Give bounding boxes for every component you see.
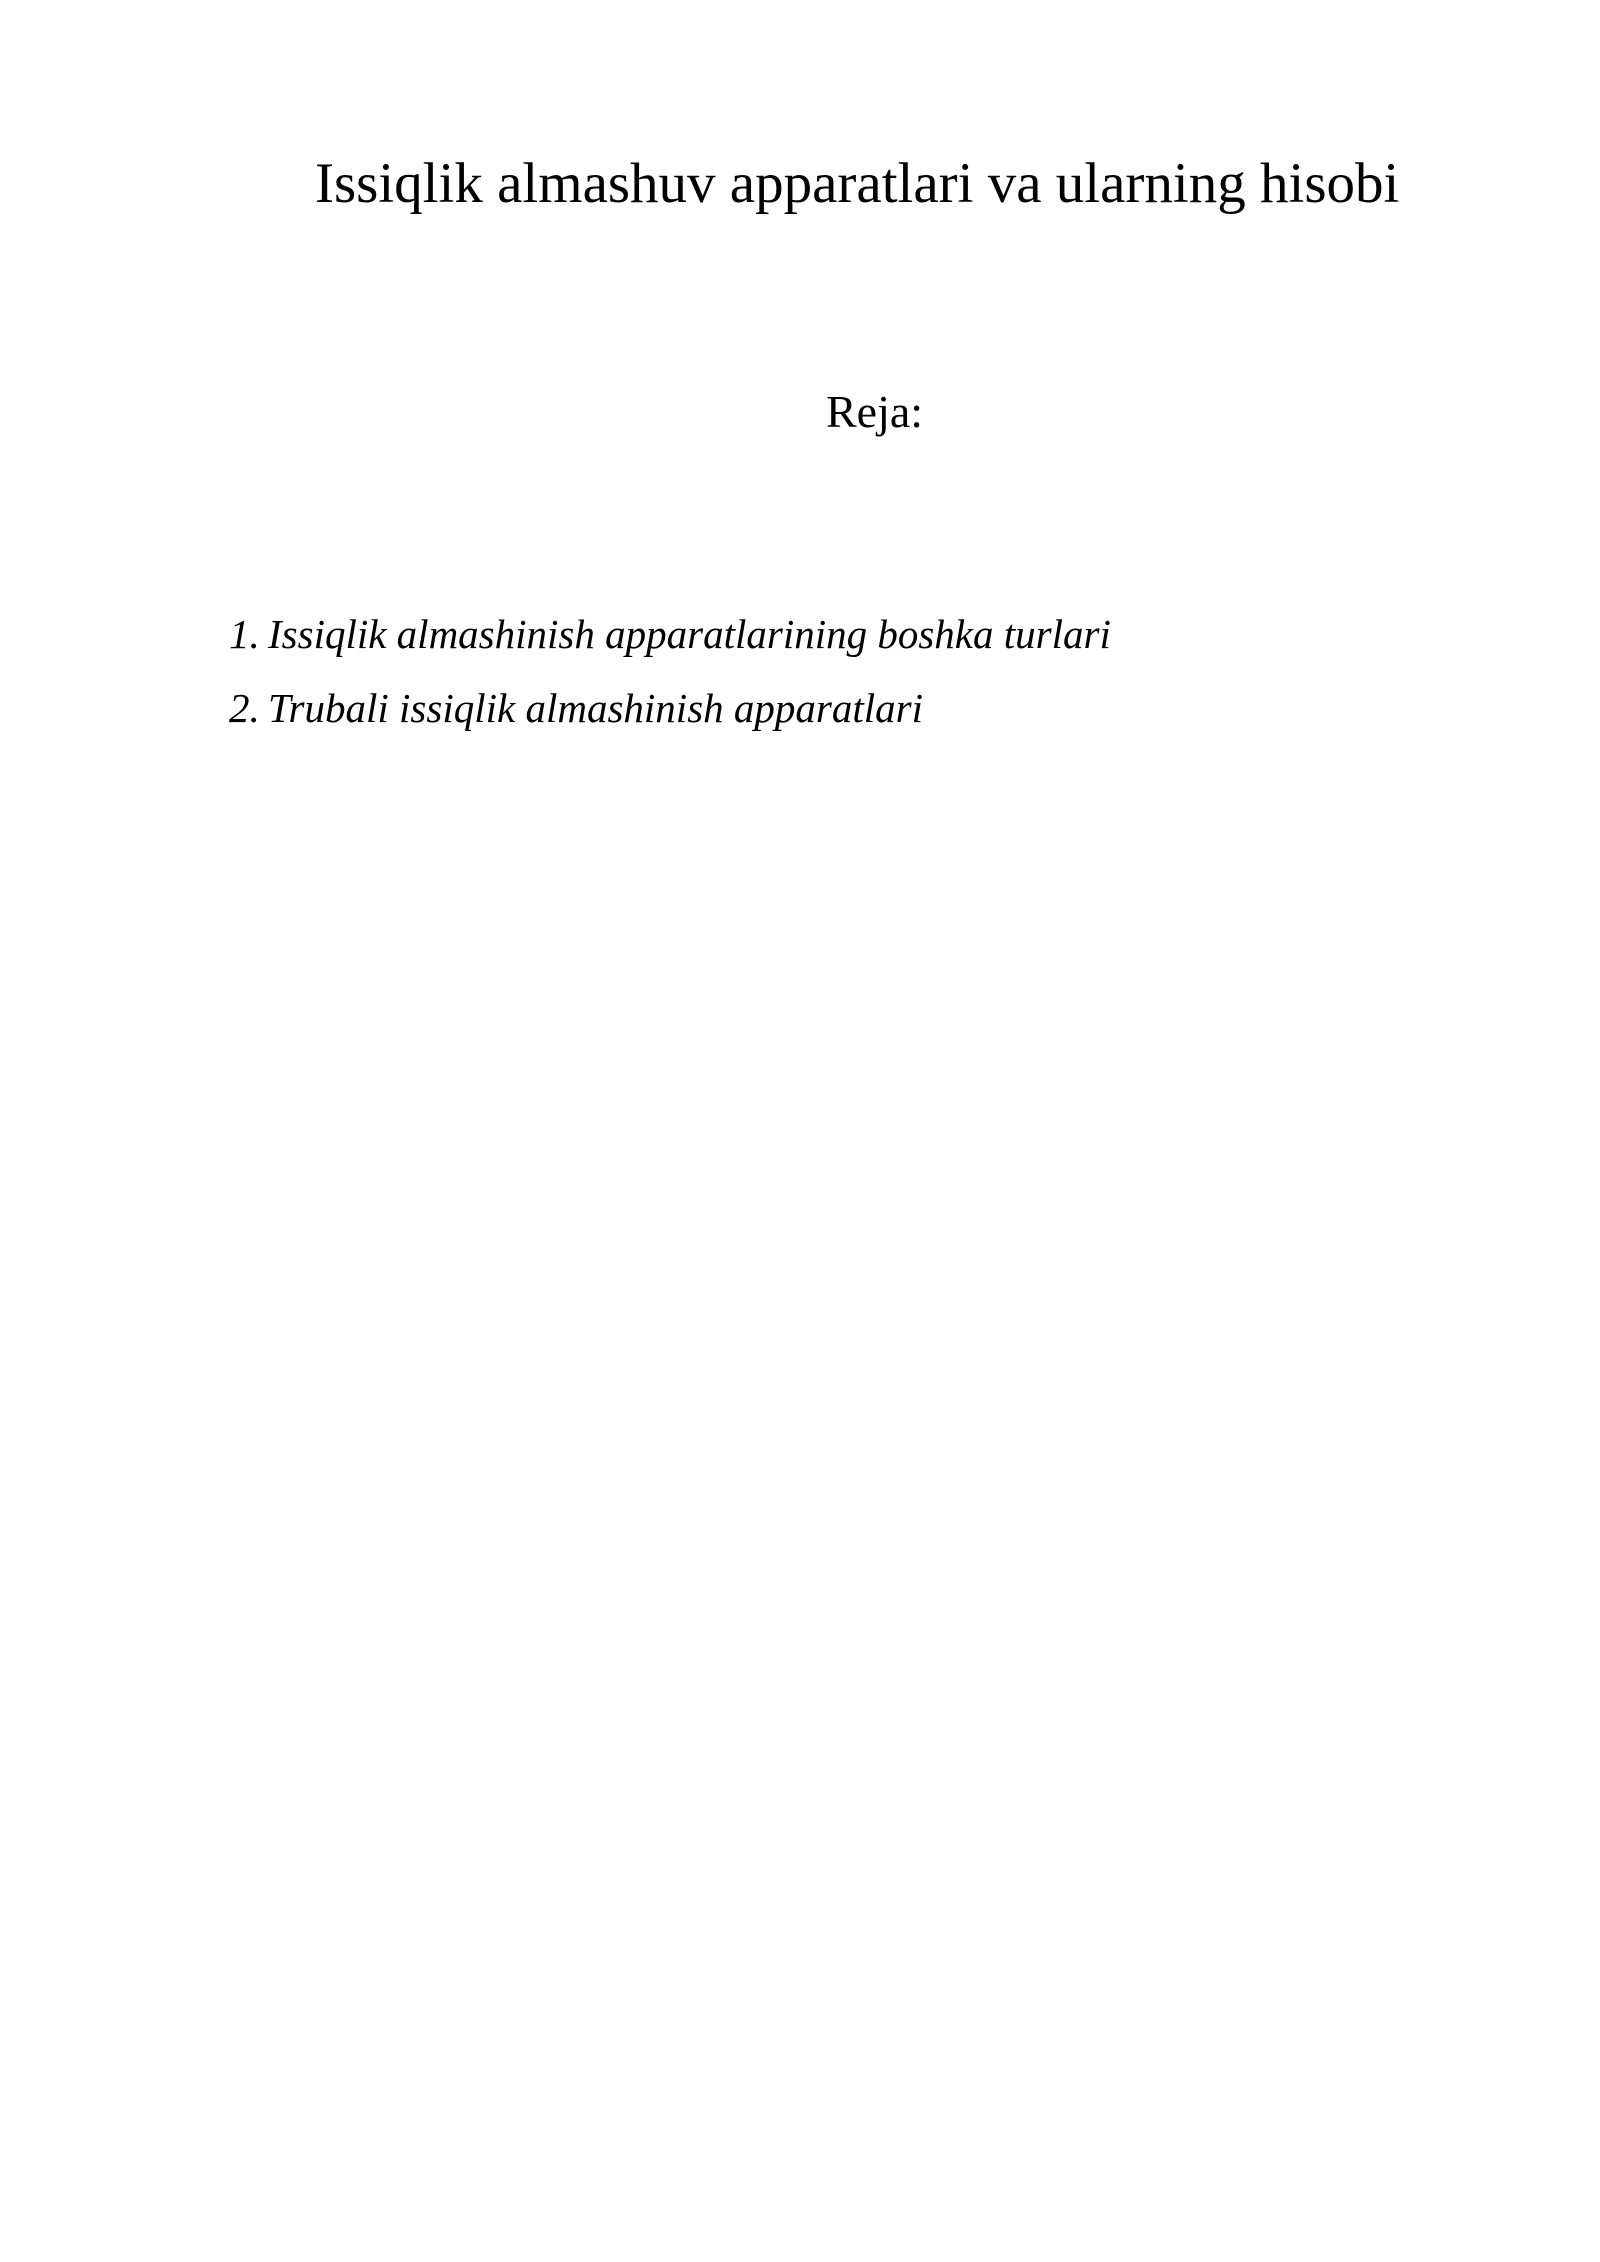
- list-item-number: 2.: [229, 685, 260, 731]
- document-title: Issiqlik almashuv apparatlari va ularning hisobi: [315, 152, 1400, 215]
- list-item-number: 1.: [229, 611, 260, 657]
- list-item: [229, 671, 1111, 745]
- list-item: [229, 597, 1111, 671]
- list-item-text: Trubali issiqlik almashinish apparatlari: [268, 685, 923, 731]
- plan-heading: Reja:: [826, 386, 924, 437]
- list-item-text: Issiqlik almashinish apparatlarining boshka turlari: [268, 611, 1111, 657]
- plan-list: [229, 597, 1111, 745]
